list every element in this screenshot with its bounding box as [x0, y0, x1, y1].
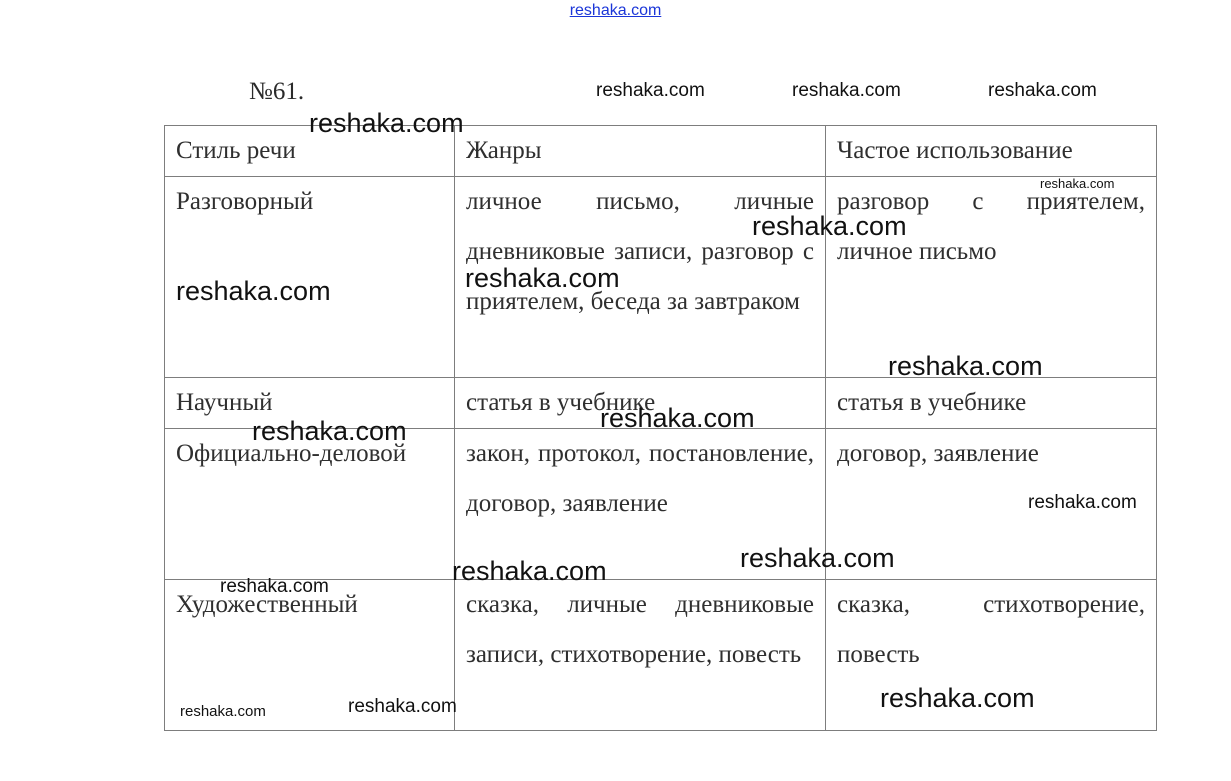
header-cell-genres: Жанры — [455, 126, 826, 177]
watermark: reshaka.com — [880, 683, 1035, 713]
watermark: reshaka.com — [752, 211, 907, 241]
watermark: reshaka.com — [792, 80, 901, 101]
watermark: reshaka.com — [348, 696, 457, 717]
watermark: reshaka.com — [220, 576, 329, 597]
genres-cell: закон, протокол, постановление, договор, заявление — [455, 429, 826, 580]
watermark: reshaka.com — [1028, 492, 1137, 513]
header-cell-style: Стиль речи — [165, 126, 455, 177]
style-cell: Художественный — [165, 580, 455, 731]
watermark: reshaka.com — [888, 351, 1043, 381]
watermark: reshaka.com — [600, 403, 755, 433]
watermark: reshaka.com — [988, 80, 1097, 101]
style-cell: Научный — [165, 378, 455, 429]
usage-cell: договор, заявление — [826, 429, 1157, 580]
watermark: reshaka.com — [180, 703, 266, 720]
watermark: reshaka.com — [176, 276, 331, 306]
watermark: reshaka.com — [452, 556, 607, 586]
task-number: №61. — [249, 78, 305, 105]
usage-cell: статья в учебнике — [826, 378, 1157, 429]
usage-cell: разговор с приятелем, личное письмо — [826, 177, 1157, 378]
usage-cell: сказка, стихотворение, повесть — [826, 580, 1157, 731]
genres-cell: статья в учебнике — [455, 378, 826, 429]
watermark: reshaka.com — [740, 543, 895, 573]
style-cell: Официально-деловой — [165, 429, 455, 580]
watermark: reshaka.com — [252, 416, 407, 446]
site-link[interactable]: reshaka.com — [569, 2, 662, 19]
watermark: reshaka.com — [465, 263, 620, 293]
watermark: reshaka.com — [309, 108, 464, 138]
header-cell-usage: Частое использование — [826, 126, 1157, 177]
style-cell: Разговорный — [165, 177, 455, 378]
genres-cell: личное письмо, личные дневниковые записи, разговор с приятелем, беседа за завтраком — [455, 177, 826, 378]
watermark: reshaka.com — [1040, 176, 1115, 191]
watermark: reshaka.com — [596, 80, 705, 101]
genres-cell: сказка, личные дневниковые записи, стихотворение, повесть — [455, 580, 826, 731]
table-row — [165, 429, 1157, 580]
